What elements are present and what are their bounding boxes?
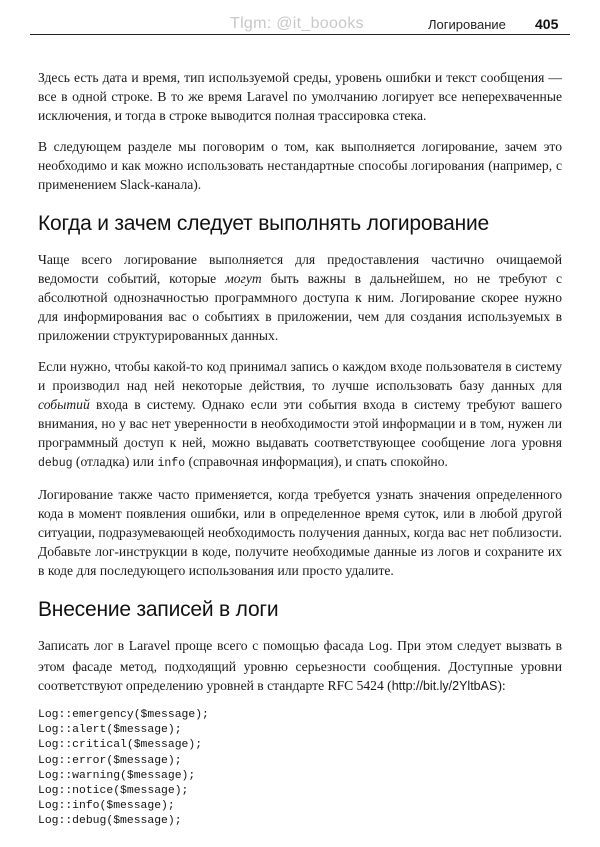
emphasis-mogut: могут <box>225 271 262 286</box>
section-heading-writing-logs: Внесение записей в логи <box>38 598 279 621</box>
running-title: Логирование <box>428 17 506 32</box>
section1-paragraph-1: Чаще всего логирование выполняется для предоставления частично очищаемой ведомости событий, которые могут быть важны в дальнейшем, но не требуют с абсолютной однозначностью программного доступа к ним. Логирование скорее нужно для информирования вас о событиях в приложении, чем для создания используемых в приложении структурированных данных. <box>38 252 562 343</box>
section1-paragraph-2: Если нужно, чтобы какой-то код принимал запись о каждом входе пользователя в систему и производил над ней некоторые действия, то лучше использовать базу данных для событий входа в систему. Однако если эти события входа в систему требуют вашего внимания, но у вас нет уверенности в необходимости этой информации и в том, нужен ли программный доступ к ней, можно выдавать соответствующее сообщение лога уровня debug (отладка) или info (справочная информация), и спать спокойно. <box>38 359 562 470</box>
section1-paragraph-3: Логирование также часто применяется, когда требуется узнать значения определенного кода в момент появления ошибки, или в определенное время суток, или в любой другой ситуации, подразумевающей необходимость получения данных, когда вас нет поблизости. Добавьте лог-инструкции в коде, получите необходимые данные из логов и сохраните их в коде для последующего использования или просто удалите. <box>38 487 562 578</box>
code-block-log-levels <box>38 708 562 830</box>
inline-code-info: info <box>157 457 186 470</box>
section-heading-when-why: Когда и зачем следует выполнять логирование <box>38 212 490 235</box>
watermark: Tlgm: @it_boooks <box>230 15 364 32</box>
code-line: Log::debug($message); <box>38 815 182 828</box>
rfc-link[interactable]: http://bit.ly/2YltbAS <box>391 679 498 693</box>
page-header <box>0 0 600 38</box>
code-line: Log::emergency($message); <box>38 709 209 721</box>
code-line: Log::critical($message); <box>38 739 203 752</box>
emphasis-sobytiy: событий <box>38 397 90 412</box>
page-number: 405 <box>535 16 559 32</box>
code-line: Log::notice($message); <box>38 785 189 798</box>
code-line: Log::alert($message); <box>38 724 182 737</box>
section2-paragraph-1: Записать лог в Laravel проще всего с помощью фасада Log. При этом следует вызвать в этом фасаде метод, подходящий уровню серьезности сообщения. Доступные уровни соответствуют определению уровней в стандарте RFC 5424 (http://bit.ly/2YltbAS): <box>38 638 562 693</box>
page-content <box>38 68 562 830</box>
inline-code-debug: debug <box>38 457 73 470</box>
inline-code-log: Log <box>368 641 390 654</box>
code-line: Log::warning($message); <box>38 769 196 782</box>
code-line: Log::info($message); <box>38 800 175 813</box>
code-line: Log::error($message); <box>38 754 182 767</box>
intro-paragraph-1: Здесь есть дата и время, тип используемой среды, уровень ошибки и текст сообщения — все в одной строке. В то же время Laravel по умолчанию логирует все неперехваченные исключения, и тогда в строке выводится полная трассировка стека. <box>38 70 562 123</box>
header-rule <box>30 34 570 35</box>
intro-paragraph-2: В следующем разделе мы поговорим о том, как выполняется логирование, зачем это необходимо и как можно использовать нестандартные способы логирования (например, с применением Slack-канала). <box>38 139 562 192</box>
